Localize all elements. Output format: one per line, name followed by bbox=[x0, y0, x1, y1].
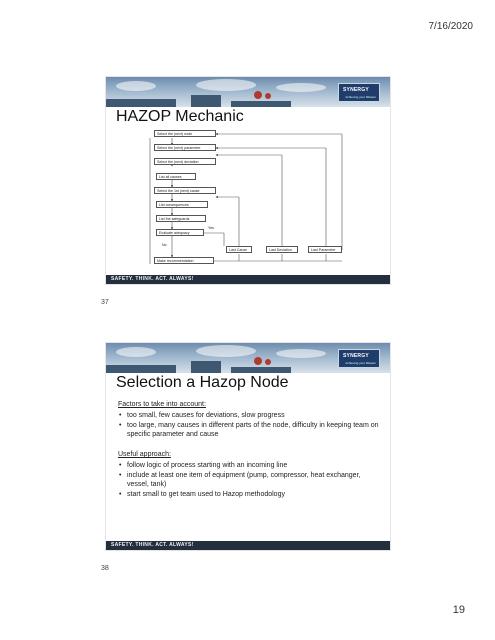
list-item: • too small, few causes for deviations, slow progress bbox=[118, 411, 382, 420]
slide-title: Selection a Hazop Node bbox=[116, 374, 289, 391]
section-heading-factors: Factors to take into account: bbox=[118, 401, 206, 408]
flow-box-select-cause: Select the 1st (next) cause bbox=[154, 187, 216, 194]
flow-box-select-parameter: Select the (next) parameter bbox=[154, 144, 216, 151]
list-item: • too large, many causes in different parts of the node, difficulty in keeping team on specific parameter and cause bbox=[118, 421, 382, 439]
hazop-flow-diagram bbox=[142, 130, 348, 268]
flow-label-yes: Yes bbox=[208, 226, 214, 230]
slide-body bbox=[118, 400, 382, 500]
flow-box-last-deviation: Last Deviation bbox=[266, 246, 298, 253]
slide-number: 38 bbox=[101, 565, 109, 572]
flow-box-last-cause: Last Cause bbox=[226, 246, 252, 253]
list-item: • follow logic of process starting with an incoming line bbox=[118, 461, 382, 470]
synergy-logo: SYNERGY Achieving your Mission bbox=[338, 83, 380, 102]
flow-box-list-causes: List all causes bbox=[156, 173, 196, 180]
flow-box-list-consequences: List consequences bbox=[156, 201, 208, 208]
slide-footer: SAFETY. THINK. ACT. ALWAYS! bbox=[106, 275, 390, 284]
slide-selection-hazop-node bbox=[106, 343, 390, 550]
flow-box-make-recommendation: Make recommendation bbox=[154, 257, 214, 264]
factors-list bbox=[118, 411, 382, 439]
synergy-logo: SYNERGY Achieving your Mission bbox=[338, 349, 380, 368]
slide-banner bbox=[106, 77, 390, 107]
flow-box-select-deviation: Select the (next) deviation bbox=[154, 158, 216, 165]
flow-label-no: No bbox=[162, 243, 167, 247]
flow-box-list-safeguards: List the safeguards bbox=[156, 215, 206, 222]
print-date: 7/16/2020 bbox=[428, 21, 473, 32]
slide-hazop-mechanic bbox=[106, 77, 390, 284]
list-item: • include at least one item of equipment (pump, compressor, heat exchanger, vessel, tank) bbox=[118, 471, 382, 489]
page-number: 19 bbox=[452, 604, 465, 616]
slide-number: 37 bbox=[101, 299, 109, 306]
flow-box-select-node: Select the (next) node bbox=[154, 130, 216, 137]
flow-box-last-parameter: Last Parameter bbox=[308, 246, 342, 253]
slide-title: HAZOP Mechanic bbox=[116, 108, 244, 125]
flow-box-evaluate-adequacy: Evaluate adequacy bbox=[156, 229, 204, 236]
section-heading-approach: Useful approach: bbox=[118, 451, 171, 458]
approach-list bbox=[118, 461, 382, 499]
list-item: • start small to get team used to Hazop methodology bbox=[118, 490, 382, 499]
slide-footer: SAFETY. THINK. ACT. ALWAYS! bbox=[106, 541, 390, 550]
slide-banner bbox=[106, 343, 390, 373]
